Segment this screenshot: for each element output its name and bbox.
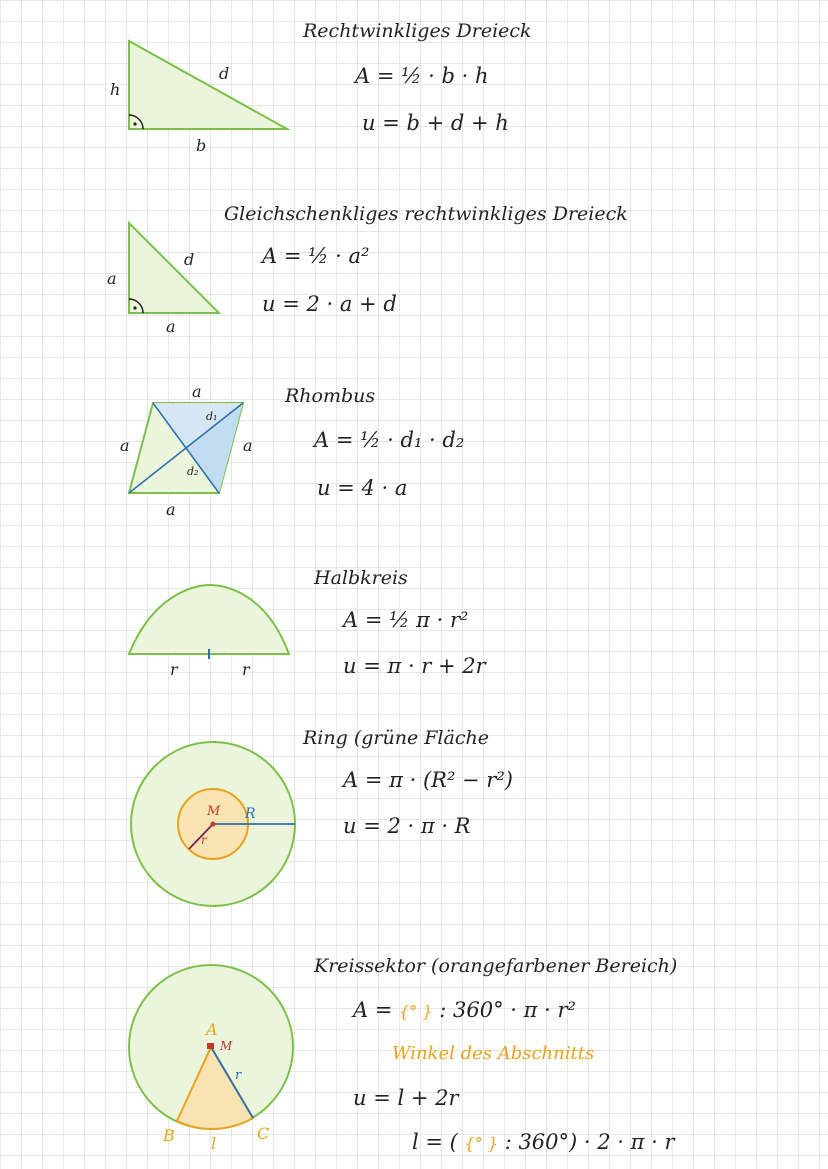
- formula-perimeter-4: u = π · r + 2r: [343, 654, 486, 678]
- ring-center-point: [211, 822, 216, 827]
- formula-perimeter-2: u = 2 · a + d: [262, 292, 397, 316]
- formula-perimeter-6: u = l + 2r: [353, 1086, 459, 1110]
- title-rhombus: Rhombus: [285, 385, 376, 407]
- arc-rest: : 360°) · 2 · π · r: [504, 1130, 675, 1154]
- title-gleichschenkliges-dreieck: Gleichschenkliges rechtwinkliges Dreieck: [224, 203, 628, 225]
- label-R: R: [245, 806, 256, 822]
- formula-perimeter-3: u = 4 · a: [317, 476, 408, 500]
- label-a-top: a: [192, 382, 202, 401]
- area-prefix: A =: [353, 998, 393, 1022]
- label-d: d: [219, 64, 230, 83]
- title-rechtwinkliges-dreieck: Rechtwinkliges Dreieck: [303, 20, 532, 42]
- label-a-left: a: [120, 436, 130, 455]
- area-angle-placeholder: {° }: [399, 1002, 433, 1021]
- formula-perimeter-1: u = b + d + h: [362, 111, 509, 135]
- formula-area-6: [353, 998, 576, 1022]
- label-C: C: [257, 1124, 270, 1143]
- arc-angle-placeholder: {° }: [464, 1134, 498, 1153]
- arc-prefix: l = (: [412, 1130, 458, 1154]
- formula-area-5: A = π · (R² − r²): [343, 768, 513, 792]
- isosceles-triangle-shape: [129, 223, 219, 313]
- label-d: d: [184, 250, 195, 269]
- formula-area-2: A = ½ · a²: [262, 244, 370, 268]
- title-kreissektor: Kreissektor (orangefarbener Bereich): [314, 955, 678, 977]
- label-a-bottom: a: [166, 317, 176, 336]
- label-r-left: r: [170, 660, 178, 679]
- label-d1: d₁: [206, 410, 218, 423]
- formula-arc-length: [412, 1130, 675, 1154]
- label-a-right: a: [243, 436, 253, 455]
- area-rest: : 360° · π · r²: [439, 998, 576, 1022]
- label-A: A: [206, 1020, 218, 1039]
- label-l: l: [211, 1134, 217, 1153]
- label-b: b: [196, 136, 207, 155]
- title-ring: Ring (grüne Fläche: [303, 727, 489, 749]
- title-halbkreis: Halbkreis: [314, 567, 408, 589]
- label-a-left: a: [107, 269, 117, 288]
- sector-center-point: [207, 1043, 214, 1049]
- semicircle-shape: [129, 585, 289, 654]
- formula-area-3: A = ½ · d₁ · d₂: [314, 428, 465, 452]
- right-triangle-shape: [129, 41, 287, 129]
- label-r-right: r: [242, 660, 250, 679]
- label-d2: d₂: [187, 465, 199, 478]
- angle-note: Winkel des Abschnitts: [392, 1043, 595, 1064]
- label-M: M: [220, 1039, 233, 1053]
- label-a-bottom: a: [166, 500, 176, 519]
- formula-perimeter-5: u = 2 · π · R: [343, 814, 471, 838]
- formula-area-4: A = ½ π · r²: [343, 608, 469, 632]
- label-r: r: [235, 1068, 242, 1083]
- formula-area-1: A = ½ · b · h: [355, 64, 489, 88]
- label-h: h: [110, 80, 121, 99]
- label-B: B: [163, 1126, 175, 1145]
- label-r: r: [201, 833, 207, 847]
- label-M: M: [207, 804, 221, 819]
